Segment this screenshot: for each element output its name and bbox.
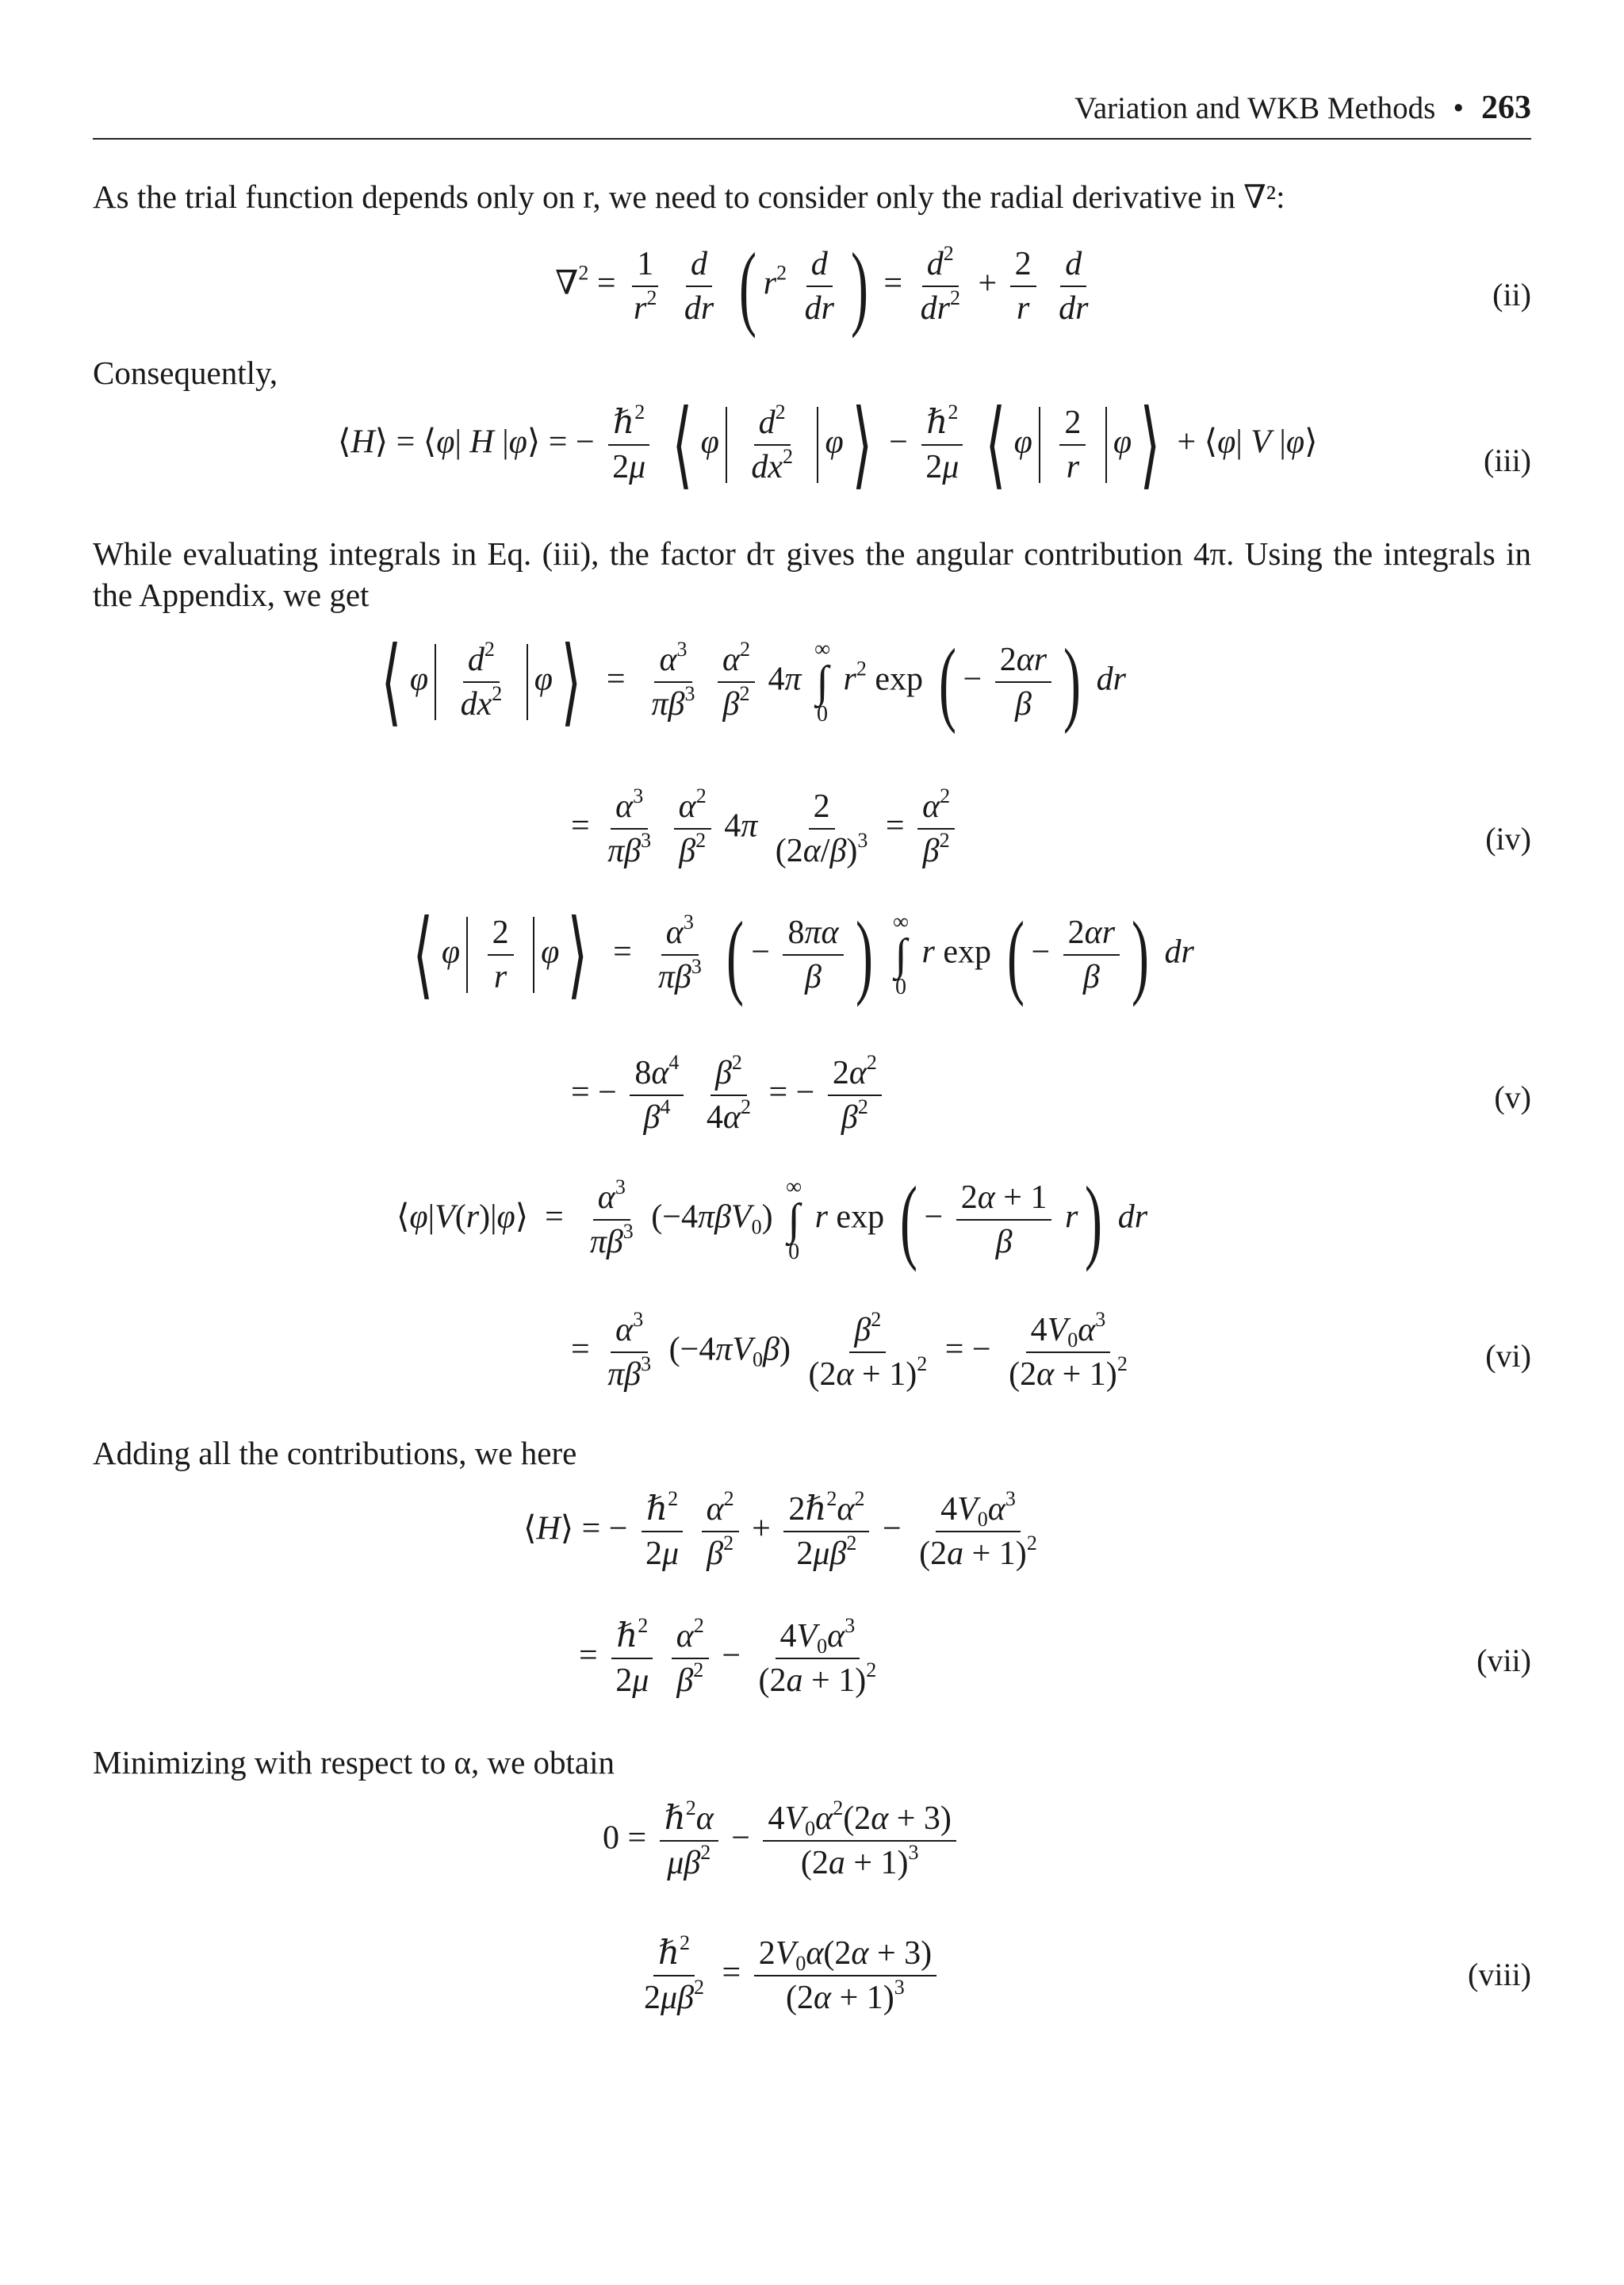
paragraph-5: Minimizing with respect to α, we obtain — [93, 1744, 615, 1781]
equation-number-iv: (iv) — [1485, 821, 1531, 857]
equation-v-line-1: ⟨ φ $\frac{2}{r}$ φ⟩ = $\frac{\alpha^3}{\pi\beta^3}$ ( − $\frac{8\pi\alpha}{\beta}$ ) ∞ ∫ 0 r exp ( − $\frac{2\alpha r}{\beta}$ ) dr — [412, 902, 1194, 1007]
equation-number-iii: (iii) — [1484, 443, 1531, 478]
equation-viii-line-1: 0 = $\frac{\hbar^2\alpha}{\mu\beta^2}$ − $\frac{4V_0\alpha^2(2\alpha + 3)}{(2a + 1)^3}$ — [603, 1800, 961, 1881]
chapter-title: Variation and WKB Methods — [1074, 91, 1436, 125]
equation-number-vii: (vii) — [1477, 1643, 1531, 1678]
page-number: 263 — [1481, 90, 1531, 126]
paragraph-3: While evaluating integrals in Eq. (iii), the factor dτ gives the angular contribution 4π. Using the integrals in the Appendix, we get — [93, 535, 1531, 613]
bullet-separator: • — [1453, 91, 1464, 125]
equation-v-line-2: = − $\frac{8\alpha^4}{\beta^4}$ $\frac{\beta^2}{4\alpha^2}$ = − $\frac{2\alpha^2}{\beta^2}$ — [571, 1055, 887, 1136]
equation-vi-line-2: = $\frac{\alpha^3}{\pi\beta^3}$ $(-4\pi V_0\beta)$ $\frac{\beta^2}{(2\alpha + 1)^2}$ = − $\frac{4V_0\alpha^3}{(2\alpha + 1)^2}$ — [571, 1308, 1128, 1393]
paragraph-4: Adding all the contributions, we here — [93, 1435, 577, 1471]
equation-viii-line-2: $\frac{\hbar^2}{2\mu\beta^2}$ = $\frac{2V_0\alpha(2\alpha + 3)}{(2\alpha + 1)^3}$ — [634, 1935, 941, 2016]
equation-iii: ⟨H⟩ = ⟨φ| H |φ⟩ = − $\frac{\hbar^2}{2\mu}$ ⟨ φ $\frac{d^2}{dx^2}$ φ⟩ − $\frac{\hbar^2}{2\mu}$ ⟨ φ $\frac{2}{r}$ φ⟩ + ⟨φ| V |φ⟩ — [338, 392, 1318, 497]
equation-number-viii: (viii) — [1468, 1957, 1531, 1992]
equation-vi-line-1: ⟨φ|V(r)|φ⟩ = $\frac{\alpha^3}{\pi\beta^3}$ (−4πβV$_0$) ∞ ∫ 0 r exp ( − $\frac{2\alpha + 1}{\beta}$ r) dr — [396, 1167, 1148, 1272]
equation-number-ii: (ii) — [1492, 277, 1531, 312]
equation-number-vi: (vi) — [1485, 1338, 1531, 1374]
paragraph-1: As the trial function depends only on r, we need to consider only the radial derivative in ∇²: — [93, 178, 1285, 215]
paragraph-2: Consequently, — [93, 355, 278, 391]
page-header — [93, 89, 1531, 140]
equation-iv-line-1: ⟨ φ $\frac{d^2}{dx^2}$ φ⟩ = $\frac{\alpha^3}{\pi\beta^3}$ $\frac{\alpha^2}{\beta^2}$ 4π ∞ ∫ 0 $r^2$ exp ( − $\frac{2\alpha r}{\beta}$ ) dr — [381, 629, 1126, 734]
equation-number-v: (v) — [1494, 1079, 1531, 1115]
equation-iv-line-2: = $\frac{\alpha^3}{\pi\beta^3}$ $\frac{\alpha^2}{\beta^2}$ 4π $\frac{2}{(2\alpha/\beta)^3}$ = $\frac{\alpha^2}{\beta^2}$ — [571, 788, 959, 869]
equation-vii-line-1: ⟨H⟩ = − $\frac{\hbar^2}{2\mu}$ $\frac{\alpha^2}{\beta^2}$ + $\frac{2\hbar^2\alpha^2}{2\mu\beta^2}$ − $\frac{4V_0\alpha^3}{(2a + 1)^2}$ — [523, 1487, 1037, 1572]
equation-ii: ∇$^2$ = $\frac{1}{r^2}$ $\frac{d}{dr}$ ( $r^2$ $\frac{d}{dr}$ ) = $\frac{d^2}{dr^2}$ + $\frac{2}{r}$ $\frac{d}{dr}$ — [555, 233, 1089, 339]
running-head — [1074, 89, 1531, 127]
equation-vii-line-2: = $\frac{\hbar^2}{2\mu}$ $\frac{\alpha^2}{\beta^2}$ − $\frac{4V_0\alpha^3}{(2a + 1)^2}$ — [579, 1614, 877, 1699]
